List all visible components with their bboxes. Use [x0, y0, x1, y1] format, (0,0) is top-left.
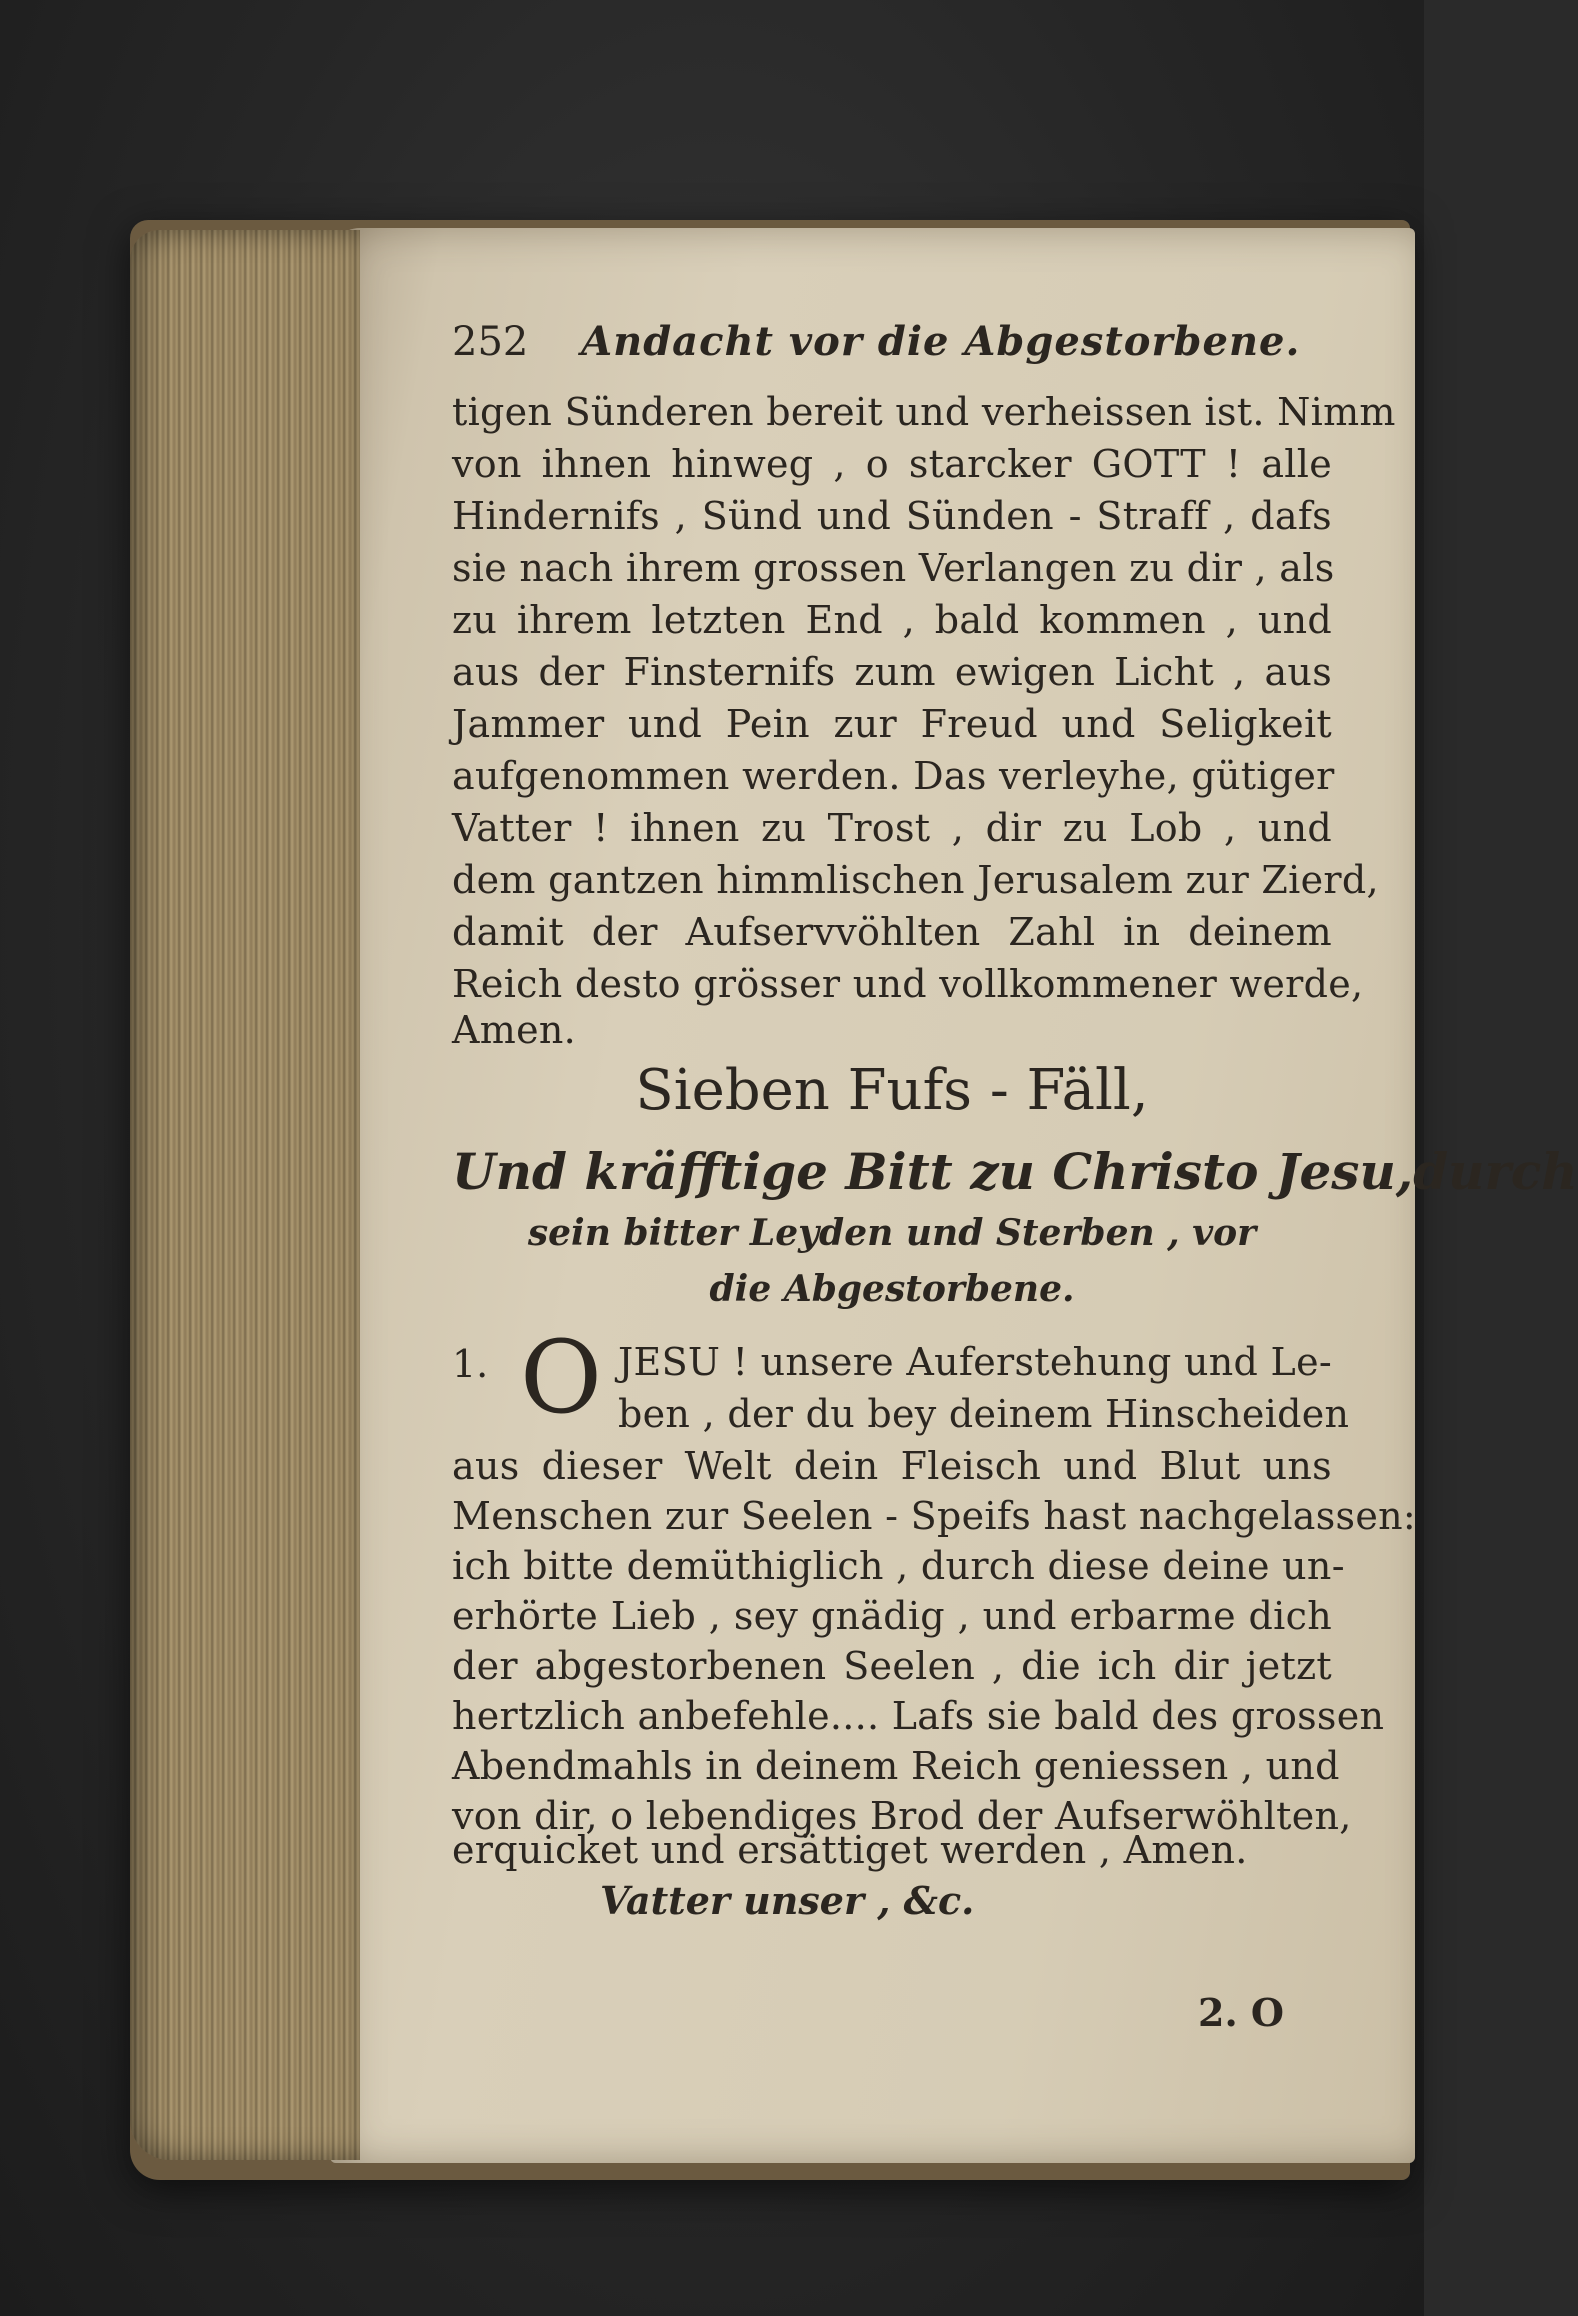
subtitle-line: Und kräfftige Bitt zu Christo Jesu,durch [452, 1142, 1578, 1201]
drop-cap: O [520, 1319, 602, 1436]
closing-line: Vatter unser , &c. [600, 1878, 975, 1923]
page-number: 252 [452, 319, 529, 365]
prayer-line: aus dieser Welt dein Fleisch und Blut uns [452, 1444, 1332, 1488]
paragraph1-line: von ihnen hinweg , o starcker GOTT ! alle [452, 442, 1332, 486]
paragraph1-line: Hindernifs , Sünd und Sünden - Straff , dafs [452, 494, 1332, 538]
paragraph1-line: aufgenommen werden. Das verleyhe, gütiger [452, 754, 1335, 798]
prayer-line: hertzlich anbefehle.... Lafs sie bald des grossen [452, 1694, 1385, 1738]
paragraph1-line: Jammer und Pein zur Freud und Seligkeit [452, 702, 1332, 746]
prayer-line: von dir, o lebendiges Brod der Aufserwöhlten, [452, 1794, 1352, 1838]
paragraph1-line: aus der Finsternifs zum ewigen Licht , aus [452, 650, 1332, 694]
section-title: Sieben Fufs - Fäll, [635, 1058, 1149, 1123]
page-edges [130, 230, 360, 2160]
prayer-line: JESU ! unsere Auferstehung und Le- [618, 1340, 1332, 1384]
running-head-title: Andacht vor die Abgestorbene. [581, 318, 1301, 365]
running-head [452, 318, 1332, 365]
paragraph1-line: tigen Sünderen bereit und verheissen ist. Nimm [452, 390, 1396, 434]
prayer-line: ben , der du bey deinem Hinscheiden [618, 1392, 1350, 1436]
prayer-line: der abgestorbenen Seelen , die ich dir jetzt [452, 1644, 1332, 1688]
paragraph1-line: Reich desto grösser und vollkommener werde, [452, 962, 1364, 1006]
prayer-line: ich bitte demüthiglich , durch diese deine un- [452, 1544, 1345, 1588]
subtitle-line: die Abgestorbene. [709, 1268, 1075, 1310]
prayer-line: Abendmahls in deinem Reich geniessen , und [452, 1744, 1340, 1788]
prayer-line: erhörte Lieb , sey gnädig , und erbarme dich [452, 1594, 1332, 1638]
paragraph1-line: Amen. [452, 1008, 577, 1052]
catchword: 2. O [1198, 1990, 1285, 2035]
prayer-number: 1. [452, 1342, 489, 1386]
subtitle-line: sein bitter Leyden und Sterben , vor [527, 1212, 1257, 1254]
paragraph1-line: zu ihrem letzten End , bald kommen , und [452, 598, 1332, 642]
paragraph1-line: dem gantzen himmlischen Jerusalem zur Zierd, [452, 858, 1379, 902]
prayer-line: Menschen zur Seelen - Speifs hast nachgelassen: [452, 1494, 1417, 1538]
prayer-line: erquicket und ersättiget werden , Amen. [452, 1828, 1248, 1872]
paragraph1-line: sie nach ihrem grossen Verlangen zu dir , als [452, 546, 1335, 590]
paragraph1-line: damit der Aufservvöhlten Zahl in deinem [452, 910, 1332, 954]
paragraph1-line: Vatter ! ihnen zu Trost , dir zu Lob , und [452, 806, 1332, 850]
